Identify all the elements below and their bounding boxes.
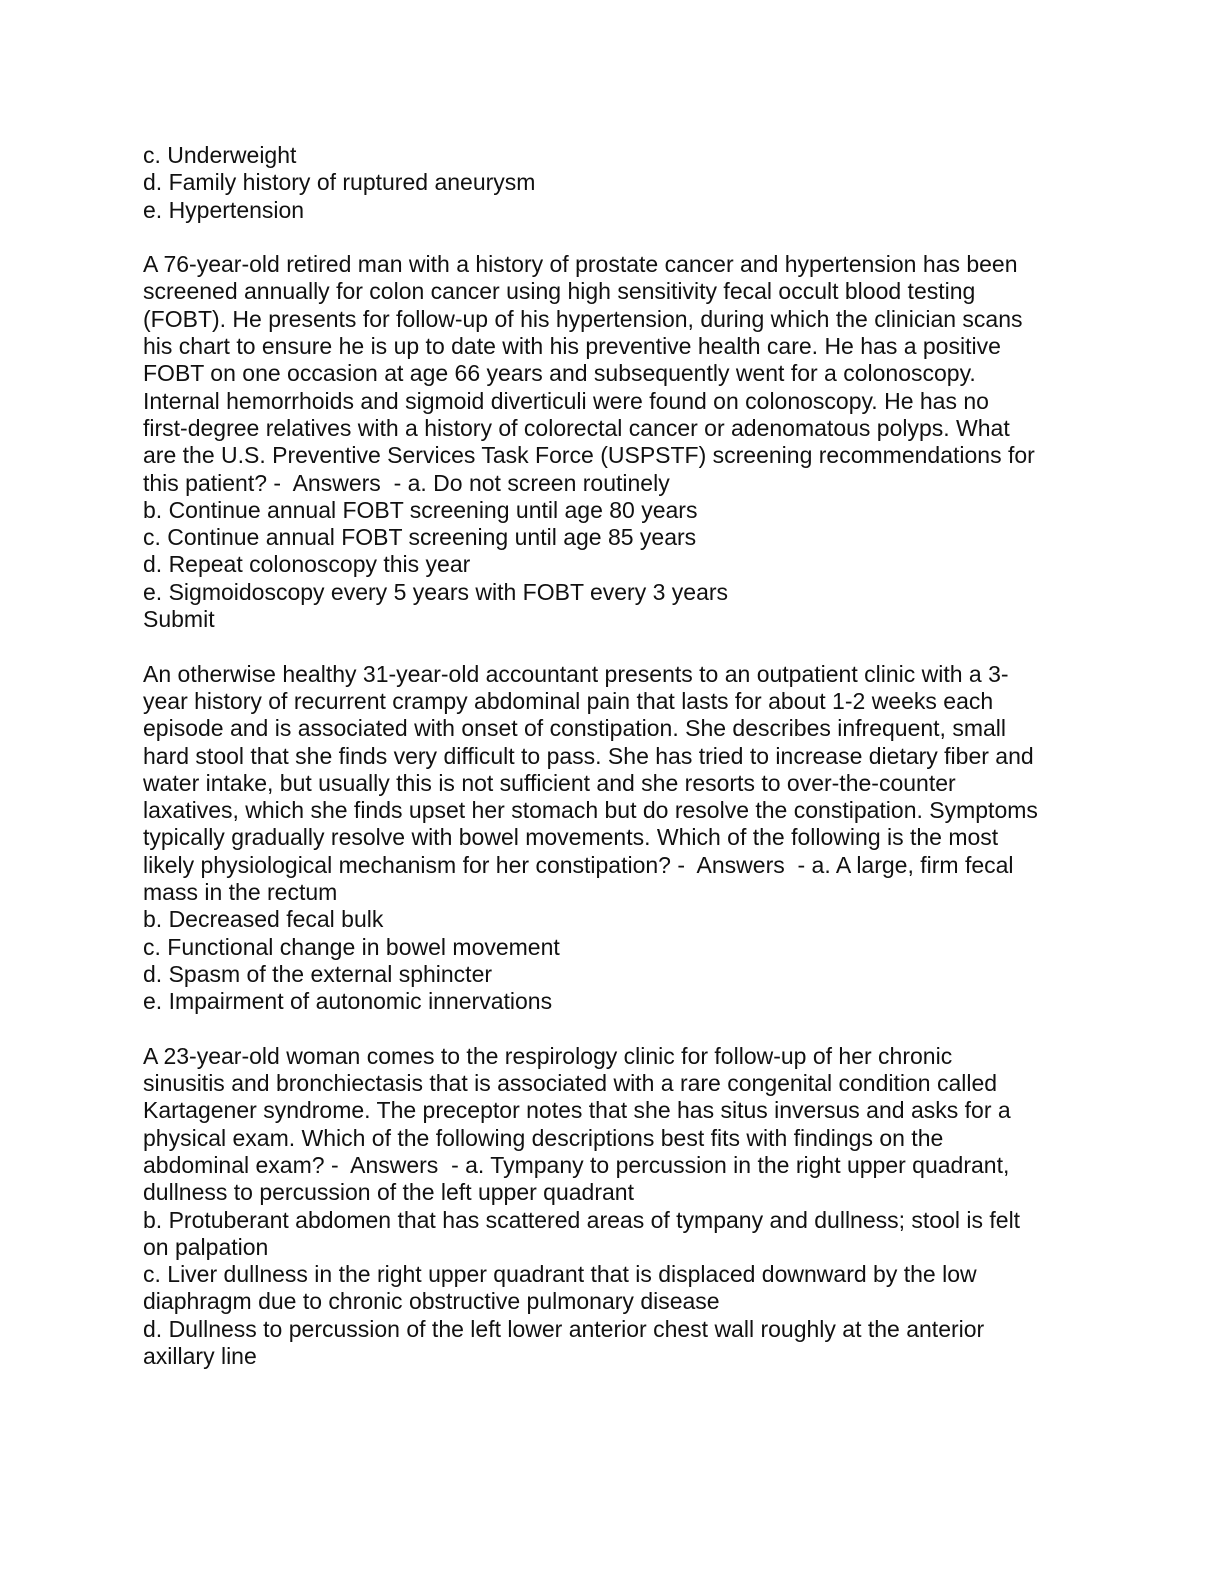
- paragraph-gap: [143, 224, 1078, 251]
- text-line: b. Decreased fecal bulk: [143, 906, 384, 933]
- text-line: b. Continue annual FOBT screening until age 80 years: [143, 496, 698, 523]
- text-line: his chart to ensure he is up to date with his preventive health care. He has a positive: [143, 333, 1001, 360]
- text-line: Internal hemorrhoids and sigmoid diverticuli were found on colonoscopy. He has no: [143, 387, 989, 414]
- paragraph-gap: [143, 633, 1078, 660]
- text-line: FOBT on one occasion at age 66 years and subsequently went for a colonoscopy.: [143, 360, 976, 387]
- text-line: c. Underweight: [143, 142, 297, 168]
- text-line: mass in the rectum: [143, 879, 338, 906]
- text-line: year history of recurrent crampy abdominal pain that lasts for about 1-2 weeks each: [143, 687, 994, 714]
- text-line: Kartagener syndrome. The preceptor notes that she has situs inversus and asks for a: [143, 1097, 1011, 1124]
- text-line: screened annually for colon cancer using high sensitivity fecal occult blood testing: [143, 278, 976, 305]
- text-line: on palpation: [143, 1233, 269, 1260]
- text-line: diaphragm due to chronic obstructive pulmonary disease: [143, 1288, 720, 1315]
- text-line: An otherwise healthy 31-year-old accountant presents to an outpatient clinic with a 3-: [143, 660, 1009, 687]
- document-text: [143, 142, 1078, 1370]
- text-line: typically gradually resolve with bowel movements. Which of the following is the most: [143, 824, 999, 851]
- answer-options-continued: [143, 142, 1078, 224]
- text-line: likely physiological mechanism for her constipation? - Answers - a. A large, firm fecal: [143, 851, 1014, 878]
- text-line: this patient? - Answers - a. Do not screen routinely: [143, 469, 670, 496]
- text-line: A 23-year-old woman comes to the respirology clinic for follow-up of her chronic: [143, 1042, 953, 1069]
- text-line: episode and is associated with onset of constipation. She describes infrequent, small: [143, 715, 1007, 742]
- text-line: water intake, but usually this is not sufficient and she resorts to over-the-counter: [143, 769, 956, 796]
- text-line: d. Dullness to percussion of the left lower anterior chest wall roughly at the anterior: [143, 1315, 985, 1342]
- text-line: e. Impairment of autonomic innervations: [143, 988, 553, 1015]
- text-line: (FOBT). He presents for follow-up of his hypertension, during which the clinician scans: [143, 305, 1023, 332]
- text-line: A 76-year-old retired man with a history of prostate cancer and hypertension has been: [143, 251, 1018, 278]
- text-line: e. Sigmoidoscopy every 5 years with FOBT every 3 years: [143, 578, 729, 605]
- text-line: b. Protuberant abdomen that has scattered areas of tympany and dullness; stool is felt: [143, 1206, 1021, 1233]
- paragraph-gap: [143, 1016, 1078, 1043]
- text-line: hard stool that she finds very difficult to pass. She has tried to increase dietary fiber and: [143, 742, 1034, 769]
- question-colon-screening: [143, 251, 1078, 633]
- text-line: laxatives, which she finds upset her stomach but do resolve the constipation. Symptoms: [143, 797, 1038, 824]
- text-line: d. Spasm of the external sphincter: [143, 960, 493, 987]
- text-line: d. Family history of ruptured aneurysm: [143, 169, 536, 196]
- question-situs-inversus: [143, 1043, 1078, 1371]
- text-line: d. Repeat colonoscopy this year: [143, 551, 471, 578]
- text-line: first-degree relatives with a history of colorectal cancer or adenomatous polyps. What: [143, 414, 1010, 441]
- text-line: c. Continue annual FOBT screening until age 85 years: [143, 524, 697, 551]
- text-line: e. Hypertension: [143, 196, 305, 223]
- text-line: physical exam. Which of the following descriptions best fits with findings on the: [143, 1124, 944, 1151]
- text-line: sinusitis and bronchiectasis that is associated with a rare congenital condition called: [143, 1070, 998, 1097]
- question-constipation: [143, 661, 1078, 1016]
- text-line: c. Functional change in bowel movement: [143, 933, 560, 960]
- text-line: abdominal exam? - Answers - a. Tympany to percussion in the right upper quadrant,: [143, 1151, 1010, 1178]
- text-line: axillary line: [143, 1343, 257, 1370]
- text-line: Submit: [143, 606, 215, 633]
- text-line: are the U.S. Preventive Services Task Force (USPSTF) screening recommendations for: [143, 442, 1035, 469]
- text-line: c. Liver dullness in the right upper quadrant that is displaced downward by the low: [143, 1261, 977, 1288]
- text-line: dullness to percussion of the left upper quadrant: [143, 1179, 634, 1206]
